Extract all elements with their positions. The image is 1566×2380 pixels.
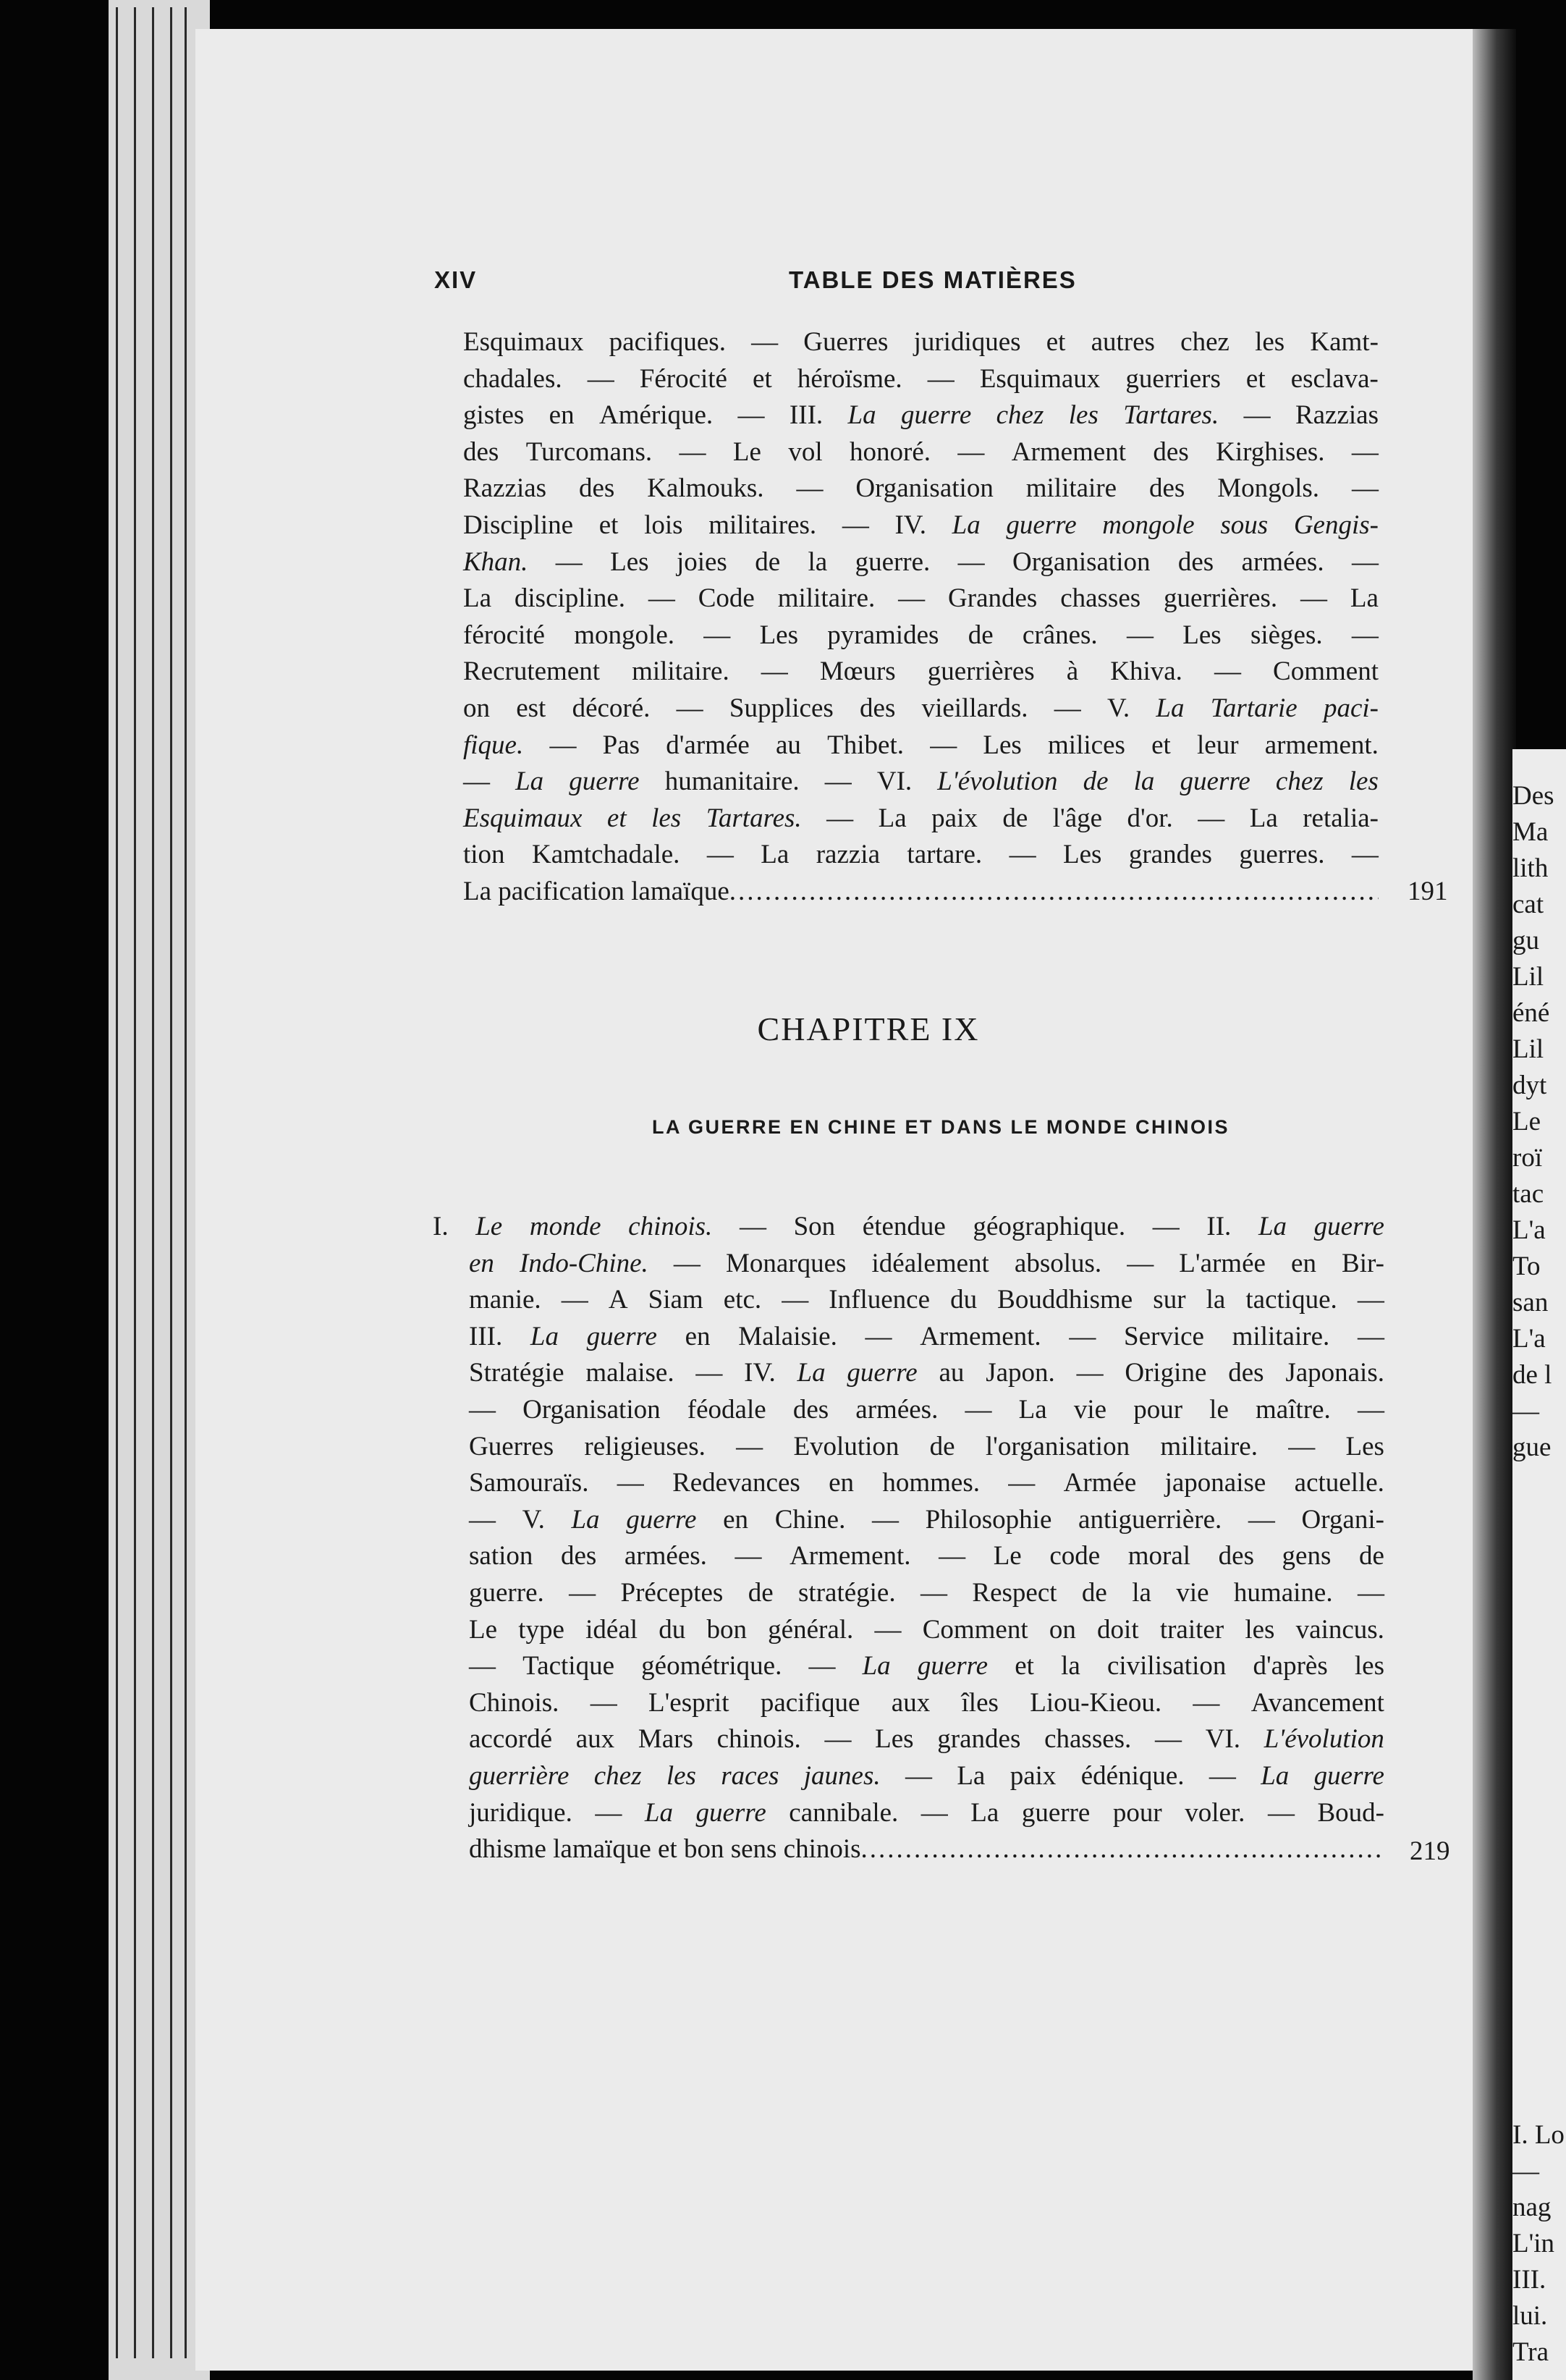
text-line: chadales. — Férocité et héroïsme. — Esquimaux guerriers et esclava- — [463, 363, 1379, 394]
facing-page-line — [1512, 1755, 1566, 1792]
facing-page-line — [1512, 1611, 1566, 1647]
text-line: Le type idéal du bon général. — Comment on doit traiter les vaincus. — [469, 1614, 1384, 1645]
facing-page-text — [1512, 778, 1566, 2371]
facing-page-line — [1512, 1647, 1566, 1683]
facing-page-line: roï — [1512, 1143, 1543, 1173]
facing-page-line: lith — [1512, 853, 1549, 883]
facing-page-line: Des — [1512, 781, 1554, 811]
facing-page-line: tac — [1512, 1179, 1544, 1209]
facing-page-line — [1512, 1574, 1566, 1611]
facing-page-line: L'a — [1512, 1324, 1546, 1354]
book-gutter — [1473, 29, 1516, 2380]
text-line: fique. — Pas d'armée au Thibet. — Les milices et leur armement. — [463, 730, 1379, 760]
text-line: Esquimaux et les Tartares. — La paix de l'âge d'or. — La retalia- — [463, 803, 1379, 833]
facing-page-line: lui. — [1512, 2301, 1548, 2331]
text-line: Esquimaux pacifiques. — Guerres juridiques et autres chez les Kamt- — [463, 327, 1379, 357]
text-line: des Turcomans. — Le vol honoré. — Armement des Kirghises. — — [463, 436, 1379, 467]
facing-page-line: de l — [1512, 1360, 1552, 1390]
stacked-page-edges — [109, 0, 210, 2380]
text-line: juridique. — La guerre cannibale. — La guerre pour voler. — Boud- — [469, 1797, 1384, 1828]
facing-page-line: III. — [1512, 2265, 1546, 2295]
facing-page-line: gu — [1512, 926, 1539, 955]
text-line-with-leader — [463, 874, 1379, 911]
facing-page-line — [1512, 1864, 1566, 1900]
text-line: en Indo-Chine. — Monarques idéalement absolus. — L'armée en Bir- — [469, 1248, 1384, 1278]
toc-page-number: 191 — [1408, 877, 1448, 906]
text-line: La discipline. — Code militaire. — Grandes chasses guerrières. — La — [463, 583, 1379, 614]
text-line: Guerres religieuses. — Evolution de l'organisation militaire. — Les — [469, 1431, 1384, 1461]
toc-entry-chapter-ix — [433, 1209, 1384, 1868]
facing-page-line: I. Lo — [1512, 2120, 1565, 2150]
page-edge-line — [134, 7, 136, 2358]
facing-page-line: Le — [1512, 1107, 1541, 1136]
page-edge-line — [152, 7, 154, 2358]
facing-page-line: L'in — [1512, 2229, 1555, 2258]
facing-page-line: — — [1512, 1396, 1539, 1426]
text-line: sation des armées. — Armement. — Le code moral des gens de — [469, 1541, 1384, 1571]
facing-page-line: éné — [1512, 998, 1550, 1028]
facing-page-line — [1512, 2045, 1566, 2081]
facing-page-line — [1512, 1936, 1566, 1972]
text-line: on est décoré. — Supplices des vieillards. — V. La Tartarie paci- — [463, 693, 1379, 723]
facing-page-line — [1512, 1972, 1566, 2009]
facing-page-line: gue — [1512, 1432, 1552, 1462]
facing-page-line: To — [1512, 1252, 1541, 1281]
dot-leader — [729, 874, 1379, 911]
chapter-heading: CHAPITRE IX — [757, 1010, 980, 1047]
chapter-subtitle: LA GUERRE EN CHINE ET DANS LE MONDE CHINOIS — [651, 1116, 1230, 1138]
facing-page-line: Tra — [1512, 2337, 1549, 2367]
text-line: — V. La guerre en Chine. — Philosophie antiguerrière. — Organi- — [469, 1504, 1384, 1535]
facing-page-fragment — [1512, 749, 1566, 2380]
text-line: Discipline et lois militaires. — IV. La guerre mongole sous Gengis- — [463, 510, 1379, 540]
text-line: guerre. — Préceptes de stratégie. — Respect de la vie humaine. — — [469, 1577, 1384, 1608]
facing-page-line — [1512, 1538, 1566, 1574]
text-line: — La guerre humanitaire. — VI. L'évolution de la guerre chez les — [463, 767, 1379, 797]
text-line: accordé aux Mars chinois. — Les grandes chasses. — VI. L'évolution — [469, 1724, 1384, 1755]
page-edge-line — [170, 7, 172, 2358]
text-line: gistes en Amérique. — III. La guerre chez les Tartares. — Razzias — [463, 400, 1379, 431]
last-line-text: La pacification lamaïque — [463, 876, 729, 906]
text-line: Recrutement militaire. — Mœurs guerrières à Khiva. — Comment — [463, 657, 1379, 687]
facing-page-line: L'a — [1512, 1215, 1546, 1245]
facing-page-line: Lil — [1512, 1034, 1544, 1064]
text-line: férocité mongole. — Les pyramides de crânes. — Les sièges. — — [463, 620, 1379, 650]
facing-page-line: cat — [1512, 890, 1544, 919]
facing-page-line — [1512, 1502, 1566, 1538]
toc-page-number: 219 — [1410, 1836, 1450, 1866]
facing-page-line — [1512, 1792, 1566, 1828]
text-line: tion Kamtchadale. — La razzia tartare. — Les grandes guerres. — — [463, 840, 1379, 870]
text-line: I. Le monde chinois. — Son étendue géographique. — II. La guerre — [433, 1212, 1384, 1241]
text-line: Stratégie malaise. — IV. La guerre au Japon. — Origine des Japonais. — [469, 1358, 1384, 1388]
facing-page-line — [1512, 1466, 1566, 1502]
last-line-text: dhisme lamaïque et bon sens chinois — [469, 1834, 861, 1865]
text-line: — Organisation féodale des armées. — La vie pour le maître. — — [469, 1394, 1384, 1425]
page-edge-line — [116, 7, 118, 2358]
facing-page-line: nag — [1512, 2193, 1552, 2222]
facing-page-line: Lil — [1512, 962, 1544, 992]
text-line: guerrière chez les races jaunes. — La paix édénique. — La guerre — [469, 1760, 1384, 1791]
facing-page-line — [1512, 1683, 1566, 1719]
facing-page-line: dyt — [1512, 1071, 1547, 1100]
text-line: III. La guerre en Malaisie. — Armement. — Service militaire. — — [469, 1321, 1384, 1351]
facing-page-line — [1512, 1900, 1566, 1936]
text-line: — Tactique géométrique. — La guerre et la civilisation d'après les — [469, 1651, 1384, 1681]
text-line-with-leader — [469, 1831, 1384, 1868]
facing-page-line: — — [1512, 2156, 1539, 2186]
dot-leader — [861, 1831, 1384, 1868]
running-title: TABLE DES MATIÈRES — [789, 266, 1077, 293]
page-edge-line — [185, 7, 187, 2358]
facing-page-line — [1512, 2081, 1566, 2117]
facing-page-line — [1512, 1828, 1566, 1864]
text-line: manie. — A Siam etc. — Influence du Bouddhisme sur la tactique. — — [469, 1285, 1384, 1315]
facing-page-line: san — [1512, 1288, 1549, 1317]
running-header — [434, 266, 1389, 303]
toc-entry-chapter-viii — [463, 324, 1379, 911]
text-line: Chinois. — L'esprit pacifique aux îles Liou-Kieou. — Avancement — [469, 1687, 1384, 1718]
facing-page-line — [1512, 1719, 1566, 1755]
facing-page-line — [1512, 2009, 1566, 2045]
text-line: Samouraïs. — Redevances en hommes. — Armée japonaise actuelle. — [469, 1468, 1384, 1498]
facing-page-line: Ma — [1512, 817, 1549, 847]
text-line: Khan. — Les joies de la guerre. — Organisation des armées. — — [463, 547, 1379, 577]
text-line: Razzias des Kalmouks. — Organisation militaire des Mongols. — — [463, 473, 1379, 504]
page-number: XIV — [434, 266, 478, 293]
